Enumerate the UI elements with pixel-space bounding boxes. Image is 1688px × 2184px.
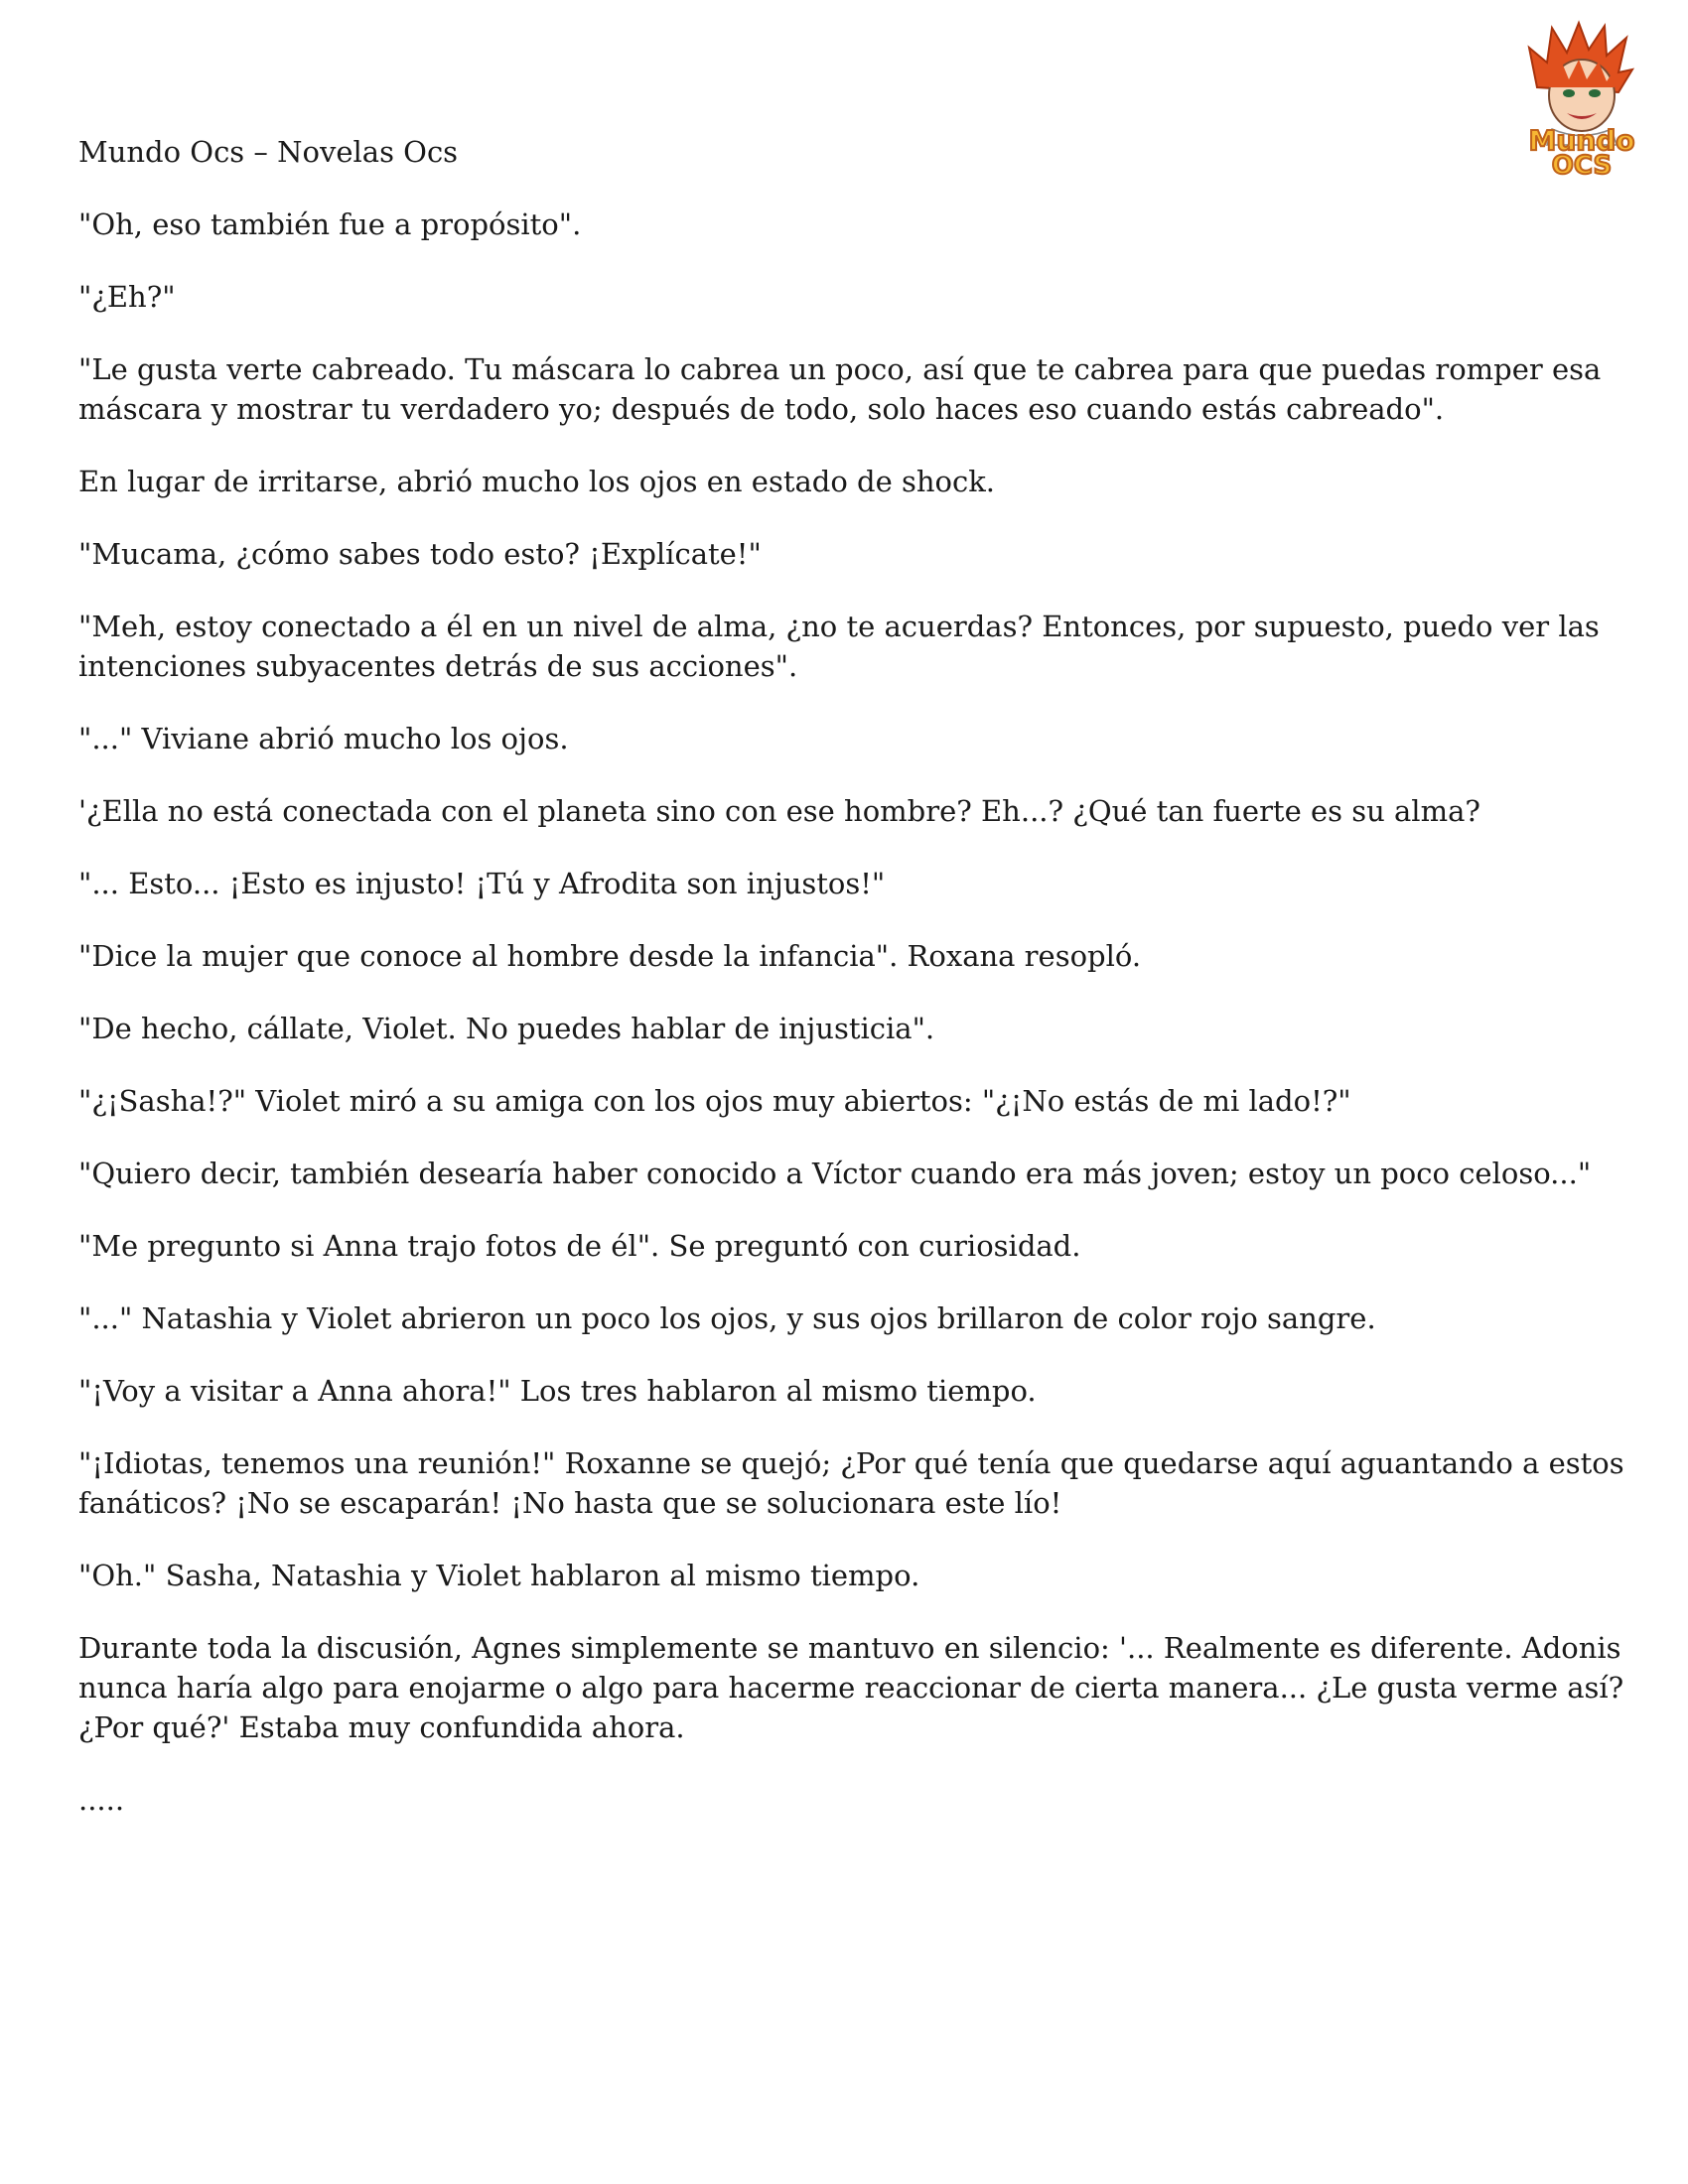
svg-text:OCS: OCS xyxy=(1551,151,1613,177)
paragraph: "Dice la mujer que conoce al hombre desde la infancia". Roxana resopló. xyxy=(78,939,1142,973)
paragraph: '¿Ella no está conectada con el planeta sino con ese hombre? Eh...? ¿Qué tan fuerte es su alma? xyxy=(78,794,1480,828)
paragraph: "..." Natashia y Violet abrieron un poco los ojos, y sus ojos brillaron de color rojo sangre. xyxy=(78,1301,1376,1335)
document-body xyxy=(78,205,1627,1852)
paragraph: Durante toda la discusión, Agnes simplemente se mantuvo en silencio: '... Realmente es diferente. Adonis nunca haría algo para enojarme o algo para hacerme reaccionar de cierta manera... ¿Le gusta verme así? ¿Por qué?' Estaba muy confundida ahora. xyxy=(78,1631,1624,1744)
svg-text:Mundo: Mundo xyxy=(1528,124,1635,157)
paragraph: "Meh, estoy conectado a él en un nivel de alma, ¿no te acuerdas? Entonces, por supuesto, puedo ver las intenciones subyacentes detrás de sus acciones". xyxy=(78,610,1600,683)
paragraph: "Oh." Sasha, Natashia y Violet hablaron al mismo tiempo. xyxy=(78,1559,920,1592)
paragraph: "Mucama, ¿cómo sabes todo esto? ¡Explícate!" xyxy=(78,537,762,571)
paragraph: "Oh, eso también fue a propósito". xyxy=(78,207,582,241)
paragraph: "... Esto... ¡Esto es injusto! ¡Tú y Afrodita son injustos!" xyxy=(78,867,886,900)
paragraph: "Quiero decir, también desearía haber conocido a Víctor cuando era más joven; estoy un poco celoso..." xyxy=(78,1157,1592,1190)
mundo-ocs-logo xyxy=(1507,18,1656,177)
paragraph: "Le gusta verte cabreado. Tu máscara lo cabrea un poco, así que te cabrea para que puedas romper esa máscara y mostrar tu verdadero yo; después de todo, solo haces eso cuando estás cabreado". xyxy=(78,352,1602,426)
paragraph: "¿Eh?" xyxy=(78,280,176,314)
paragraph: En lugar de irritarse, abrió mucho los ojos en estado de shock. xyxy=(78,465,996,498)
paragraph: "..." Viviane abrió mucho los ojos. xyxy=(78,722,569,755)
paragraph: "¡Idiotas, tenemos una reunión!" Roxanne se quejó; ¿Por qué tenía que quedarse aquí aguantando a estos fanáticos? ¡No se escaparán! ¡No hasta que se solucionara este lío! xyxy=(78,1446,1624,1520)
document-header: Mundo Ocs – Novelas Ocs xyxy=(78,135,459,169)
paragraph: "¡Voy a visitar a Anna ahora!" Los tres hablaron al mismo tiempo. xyxy=(78,1374,1037,1408)
paragraph: "Me pregunto si Anna trajo fotos de él". Se preguntó con curiosidad. xyxy=(78,1229,1081,1263)
paragraph: "De hecho, cállate, Violet. No puedes hablar de injusticia". xyxy=(78,1012,935,1045)
ellipsis-line: ..... xyxy=(78,1783,125,1817)
paragraph: "¿¡Sasha!?" Violet miró a su amiga con los ojos muy abiertos: "¿¡No estás de mi lado!?" xyxy=(78,1084,1351,1118)
